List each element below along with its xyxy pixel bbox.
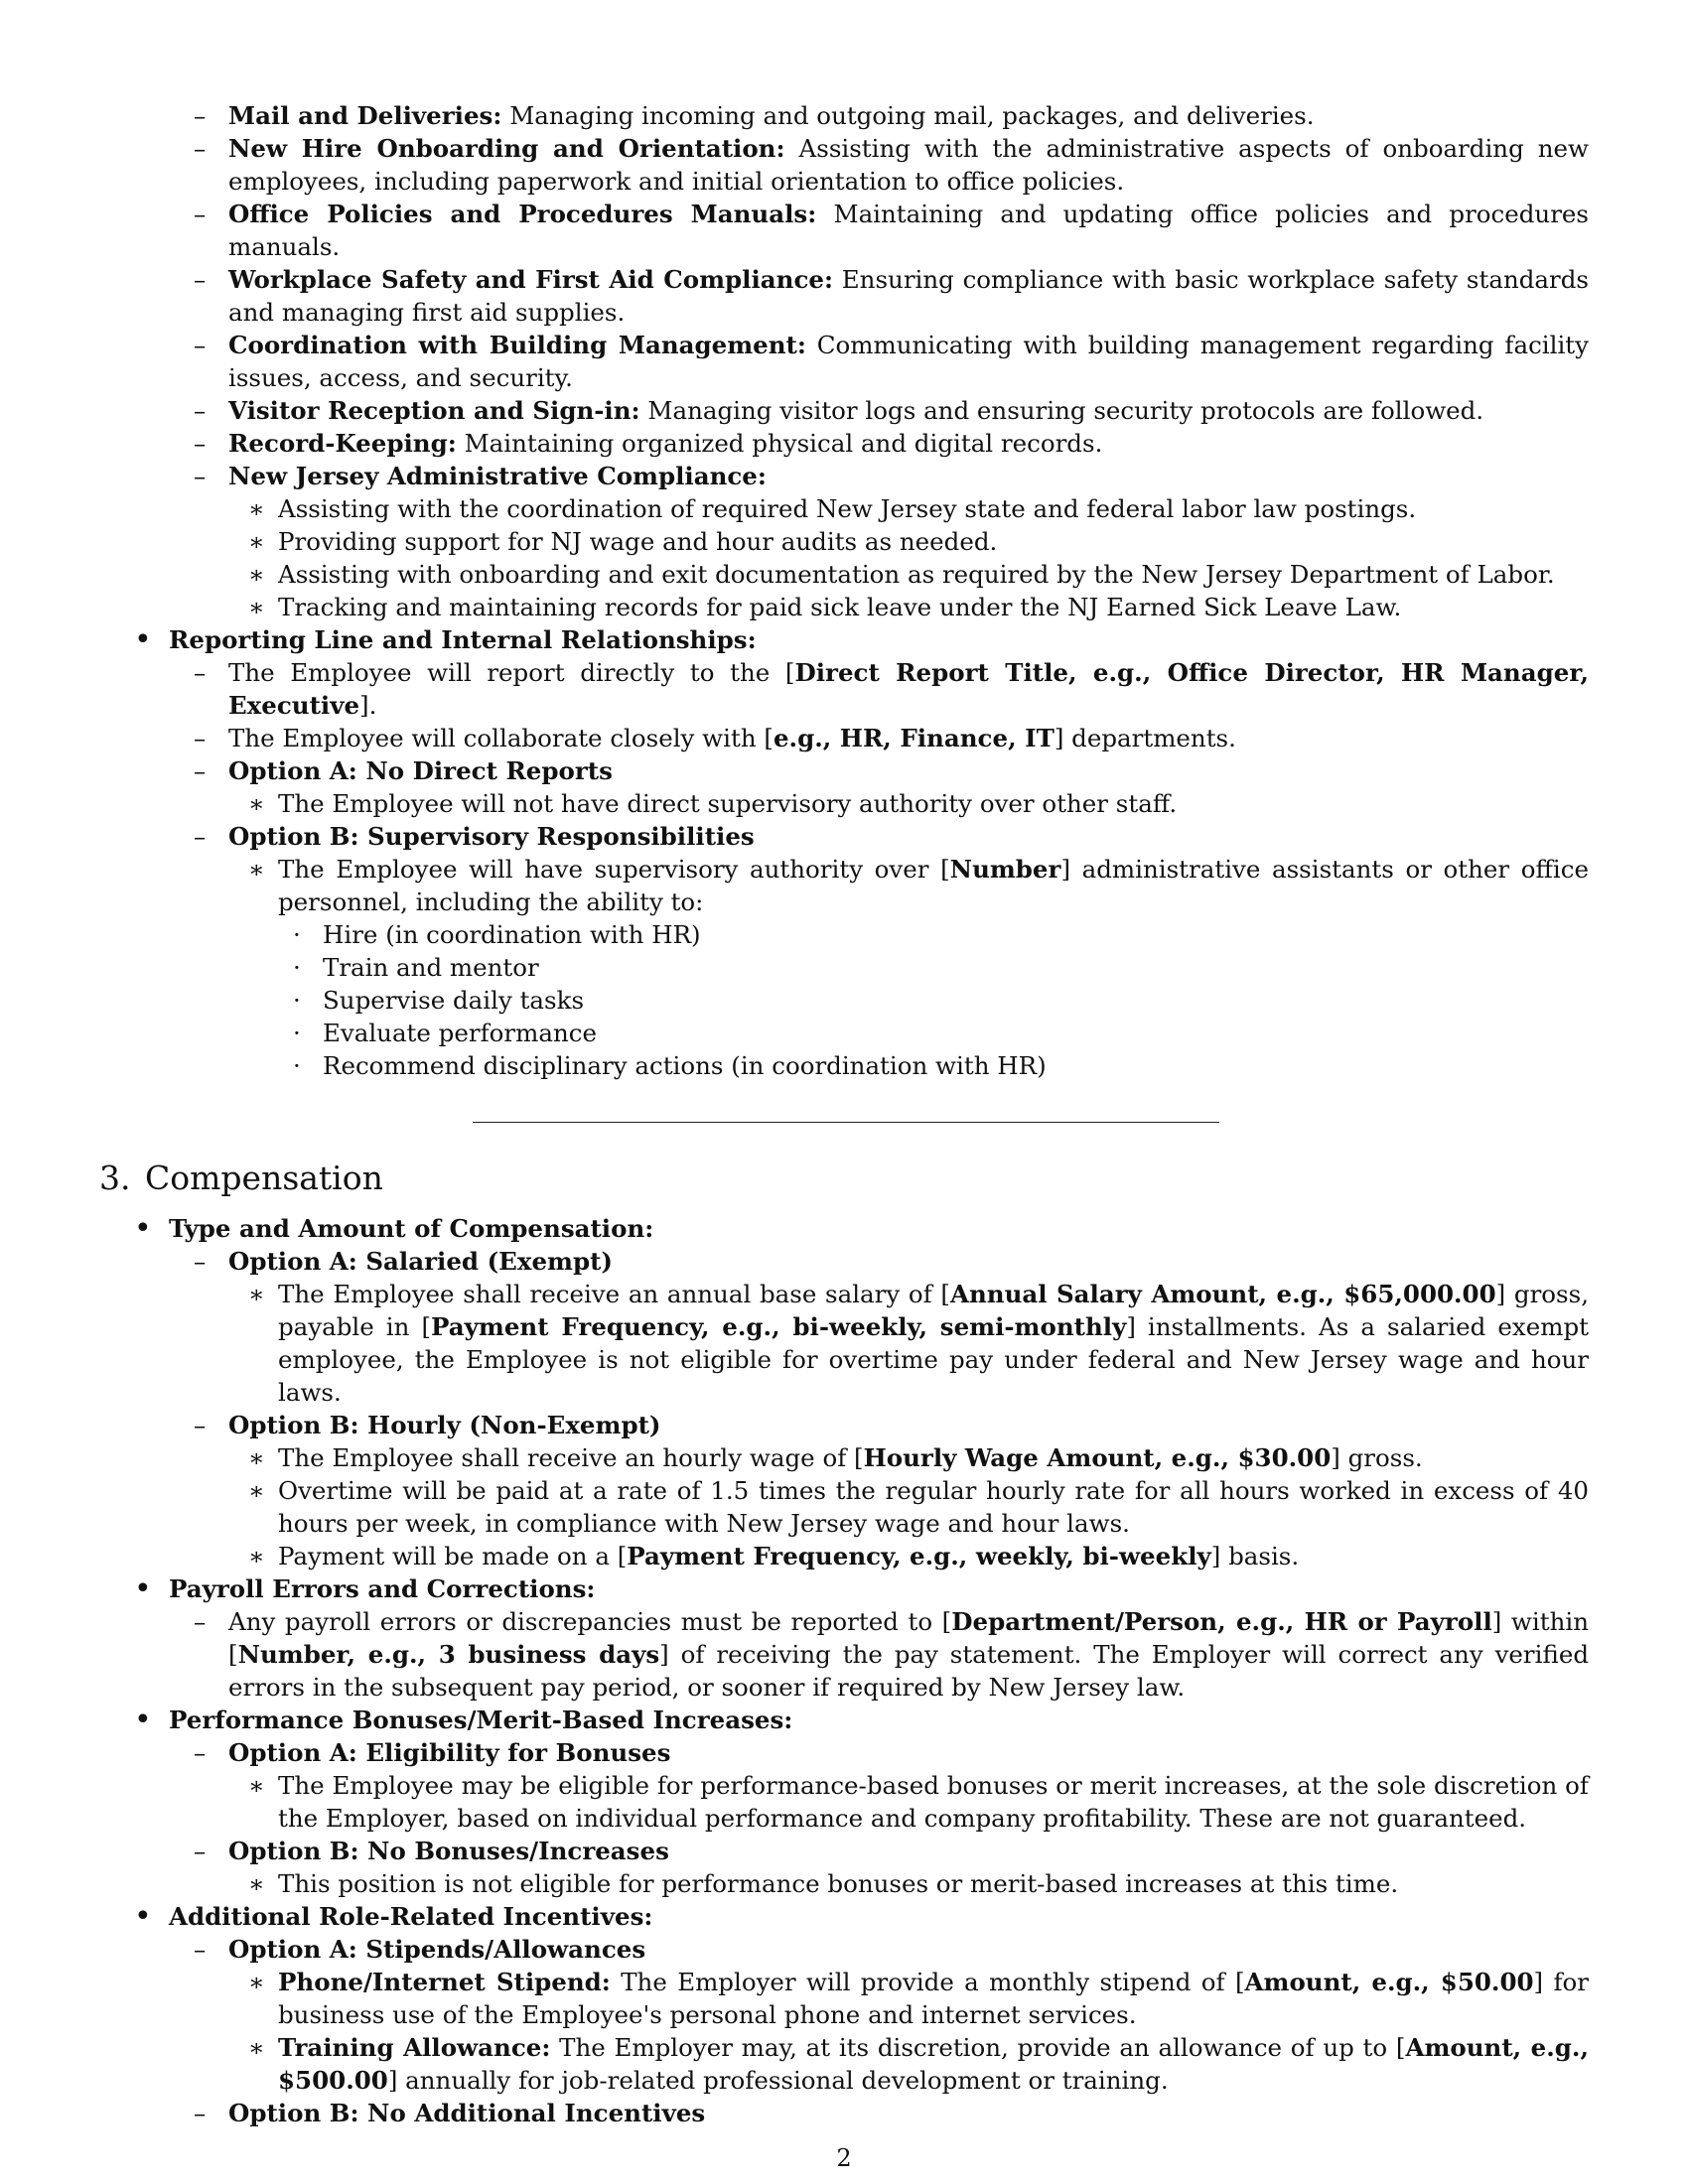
page-content: [99, 99, 1589, 2129]
list-item: – Any payroll errors or discrepancies must be reported to [Department/Person, e.g., HR or Payroll] within [Number, e.g., 3 business days] of receiving the pay statement. The Employer will correct any verified errors in the subsequent pay period, or sooner if required by New Jersey law.: [194, 1607, 1589, 1702]
list-item: – The Employee will collaborate closely with [e.g., HR, Finance, IT] departments.: [194, 724, 1236, 752]
list-subitem: ∗ Phone/Internet Stipend: The Employer will provide a monthly stipend of [Amount, e.g., $50.00] for business use of the Employee's personal phone and internet services.: [248, 1968, 1589, 2029]
option-heading: – Option B: Supervisory Responsibilities: [194, 822, 755, 851]
list-item: – New Jersey Administrative Compliance:: [194, 462, 767, 490]
list-subitem: ∗ The Employee will not have direct supervisory authority over other staff.: [248, 789, 1178, 818]
bullet-performance-bonuses: • Performance Bonuses/Merit-Based Increases:: [134, 1703, 793, 1737]
horizontal-divider: [473, 1122, 1219, 1123]
list-subitem: ∗ Assisting with the coordination of required New Jersey state and federal labor law postings.: [248, 494, 1417, 523]
bullet-additional-incentives: • Additional Role-Related Incentives:: [134, 1899, 653, 1934]
option-heading: – Option A: Salaried (Exempt): [194, 1247, 613, 1276]
list-item: – Workplace Safety and First Aid Compliance: Ensuring compliance with basic workplace safety standards and managing first aid supplies.: [194, 265, 1589, 327]
list-subsubitem: · Hire (in coordination with HR): [293, 920, 701, 949]
list-subitem: ∗ This position is not eligible for performance bonuses or merit-based increases at this time.: [248, 1869, 1399, 1898]
page-number: 2: [836, 2144, 852, 2172]
section-heading: 3. Compensation: [99, 1159, 383, 1197]
list-subsubitem: · Recommend disciplinary actions (in coordination with HR): [293, 1051, 1047, 1080]
option-heading: – Option B: No Bonuses/Increases: [194, 1837, 669, 1865]
list-item: – Mail and Deliveries: Managing incoming and outgoing mail, packages, and deliveries.: [194, 101, 1315, 130]
list-subitem: ∗ The Employee shall receive an hourly wage of [Hourly Wage Amount, e.g., $30.00] gross.: [248, 1443, 1423, 1472]
list-item: – Office Policies and Procedures Manuals: Maintaining and updating office policies and procedures manuals.: [194, 200, 1589, 261]
list-item: – Coordination with Building Management: Communicating with building management regarding facility issues, access, and security.: [194, 331, 1589, 392]
list-subitem: ∗ Training Allowance: The Employer may, at its discretion, provide an allowance of up to [Amount, e.g., $500.00] annually for job-related professional development or training.: [248, 2033, 1589, 2095]
list-item: – Record-Keeping: Maintaining organized physical and digital records.: [194, 429, 1103, 458]
list-subitem: ∗ Assisting with onboarding and exit documentation as required by the New Jersey Department of Labor.: [248, 560, 1555, 589]
option-heading: – Option A: Eligibility for Bonuses: [194, 1738, 671, 1767]
option-heading: – Option A: No Direct Reports: [194, 756, 613, 785]
list-subitem: ∗ The Employee may be eligible for performance-based bonuses or merit increases, at the sole discretion of the Employer, based on individual performance and company profitability. These are not guaranteed.: [248, 1771, 1589, 1833]
list-subitem: ∗ Payment will be made on a [Payment Frequency, e.g., weekly, bi-weekly] basis.: [248, 1542, 1300, 1570]
bullet-payroll-errors: • Payroll Errors and Corrections:: [134, 1571, 596, 1606]
list-subsubitem: · Supervise daily tasks: [293, 986, 585, 1015]
list-item: – New Hire Onboarding and Orientation: Assisting with the administrative aspects of onboarding new employees, including paperwork and initial orientation to office policies.: [194, 134, 1589, 196]
list-item: – The Employee will report directly to the [Direct Report Title, e.g., Office Director, HR Manager, Executive].: [194, 658, 1589, 720]
list-subitem: ∗ Overtime will be paid at a rate of 1.5 times the regular hourly rate for all hours worked in excess of 40 hours per week, in compliance with New Jersey wage and hour laws.: [248, 1476, 1589, 1538]
list-subsubitem: · Train and mentor: [293, 953, 539, 982]
list-subitem: ∗ The Employee will have supervisory authority over [Number] administrative assistants or other office personnel, including the ability to:: [248, 855, 1589, 916]
bullet-reporting-line: • Reporting Line and Internal Relationships:: [134, 622, 757, 657]
bullet-compensation-type: • Type and Amount of Compensation:: [134, 1211, 654, 1246]
list-subitem: ∗ Tracking and maintaining records for paid sick leave under the NJ Earned Sick Leave Law.: [248, 593, 1402, 621]
option-heading: – Option B: Hourly (Non-Exempt): [194, 1411, 661, 1439]
list-subsubitem: · Evaluate performance: [293, 1019, 597, 1047]
list-subitem: ∗ Providing support for NJ wage and hour audits as needed.: [248, 527, 998, 556]
option-heading: – Option B: No Additional Incentives: [194, 2099, 706, 2127]
option-heading: – Option A: Stipends/Allowances: [194, 1935, 646, 1964]
list-item: – Visitor Reception and Sign-in: Managing visitor logs and ensuring security protocols are followed.: [194, 396, 1484, 425]
list-subitem: ∗ The Employee shall receive an annual base salary of [Annual Salary Amount, e.g., $65,000.00] gross, payable in [Payment Frequency, e.g., bi-weekly, semi-monthly] installments. As a salaried exempt employee, the Employee is not eligible for overtime pay under federal and New Jersey wage and hour laws.: [248, 1280, 1589, 1407]
